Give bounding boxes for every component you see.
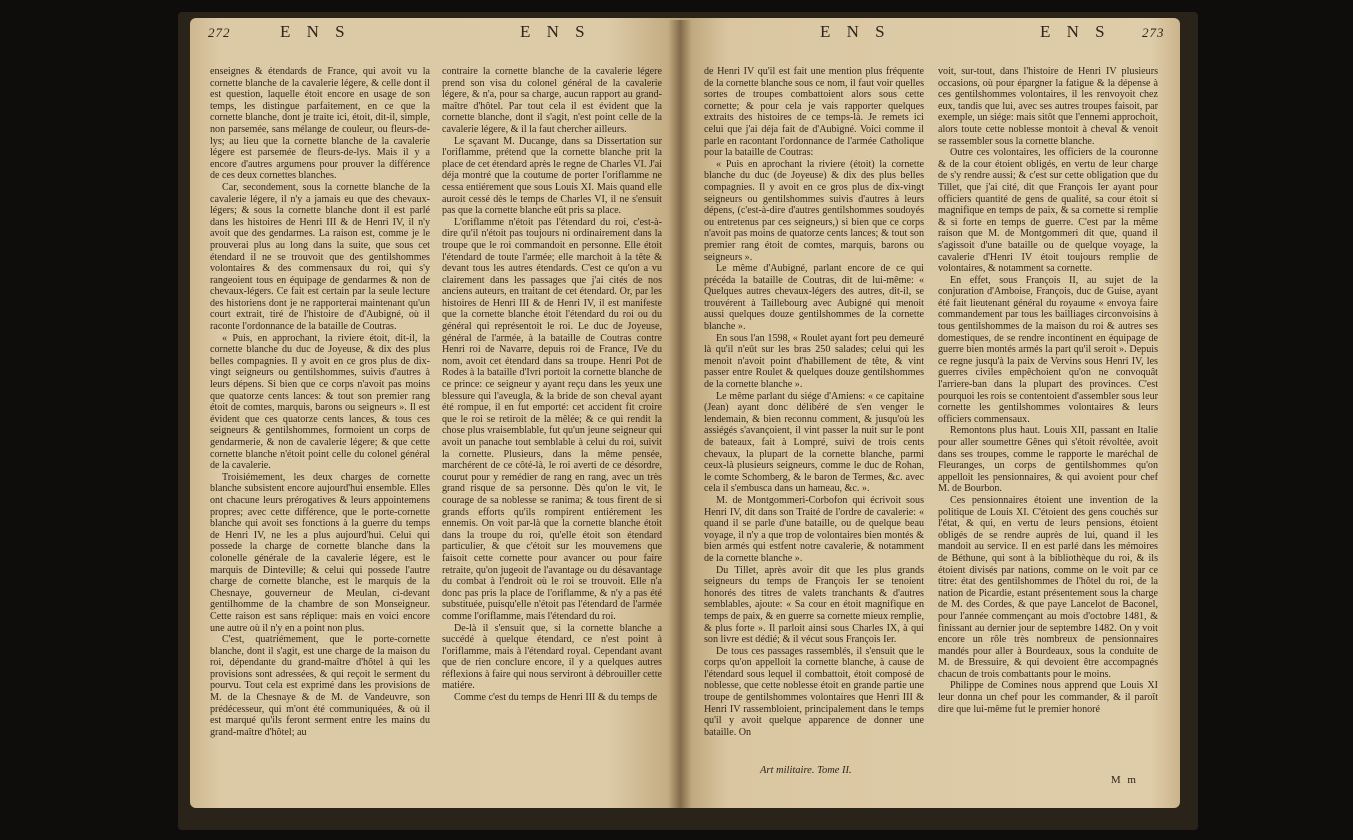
paragraph: Philippe de Comines nous apprend que Louis XI leur donna un chef pour les commander, & il paroît dire que lui-même fut le premier honoré <box>938 680 1158 715</box>
paragraph: En effet, sous François II, au sujet de la conjuration d'Amboise, François, duc de Guise, ayant été fait lieutenant général du royaume « envoya faire commandement par tous les bailliages circonvoisins à tous gentilshommes de la maison du roi & autres ses domestiques, de se rendre incontinent en équipage de guerre bien montés armés la part qu'il seroit ». Depuis ce regne jusqu'à la paix de Vervins sous Henri IV, les guerres civiles empêchoient qu'on ne convoquât l'arriere-ban dans la plupart des provinces. C'est pourquoi les rois se contentoient d'assembler sous leur cornette les gentilshommes volontaires & leurs officiers commensaux. <box>938 274 1158 425</box>
paragraph: De tous ces passages rassemblés, il s'ensuit que le corps qu'on appelloit la cornette blanche, à cause de l'étendard sous lequel il combattoit, étoit composé de noblesse, que cette noblesse étoit en grande partie une troupe de gentilshommes volontaires que Henri III & Henri IV rassembloient, principalement dans le temps qu'il y avoit quelque apparence de donner une bataille. On <box>704 645 924 738</box>
running-head: E N S <box>820 22 891 41</box>
running-head: E N S <box>1040 22 1111 41</box>
running-head: E N S <box>280 22 351 41</box>
left-page-header <box>190 18 680 44</box>
paragraph: contraire la cornette blanche de la cavalerie légere prend son visa du colonel général de la cavalerie légere, & n'a, pour sa charge, aucun rapport au grand-maître d'hôtel. Par tout cela il est évident que la cornette blanche, dont il s'agit, n'est point celle de la cavalerie légere, & il la faut chercher ailleurs. <box>442 66 662 135</box>
paragraph: voit, sur-tout, dans l'histoire de Henri IV plusieurs occasions, où pour épargner la fatigue & la dépense à ces gentilshommes volontaires, il les renvoyoit chez eux, tandis que lui, avec ses autres troupes faisoit, par exemple, un siége: mais sitôt que l'ennemi approchoit, alors toute cette noblesse montoit à cheval & venoit se rassembler sous la cornette blanche. <box>938 66 1158 147</box>
paragraph: Du Tillet, après avoir dit que les plus grands seigneurs du temps de François Ier se tenoient honorés des titres de valets tranchants & d'autres semblables, ajoute: « Sa cour en étoit magnifique en temps de paix, & en guerre sa cornette mieux remplie, & plus forte ». Il parloit ainsi sous Charles IX, à qui son livre est dédié; & il vécut sous François Ier. <box>704 564 924 646</box>
paragraph: Le sçavant M. Ducange, dans sa Dissertation sur l'oriflamme, prétend que la cornette blanche prit la place de cet étendard après le regne de Charles VI. J'ai déja montré que la coutume de porter l'oriflamme ne cessa entiérement que sous Louis XI. Mais quand elle auroit cessé dès le temps de Charles VI, il ne s'ensuit pas que la cornette blanche eût pris sa place. <box>442 135 662 217</box>
paragraph: En sous l'an 1598, « Roulet ayant fort peu demeuré là qu'il n'eût sur les bras 250 salades; celui qui les menoit n'avoit point d'habillement de tête, & vint passer entre Roulet & quelques douze gentilshommes de la cornette blanche ». <box>704 332 924 391</box>
paragraph: Ces pensionnaires étoient une invention de la politique de Louis XI. C'étoient des gens couchés sur l'état, & qui, en vertu de leurs pensions, étoient obligés de se rendre auprès de lui, quand il les mandoit au service. Il en est parlé dans les mémoires de Béthune, qui sont à la bibliothèque du roi, & ils étoient divisés par nations, comme on le voit par ce titre: état des gentilshommes de l'hôtel du roi, de la nation de Picardie, estant présentement sous la charge de M. des Cordes, & que paye Lancelot de Baconel, pour l'année commençant au mois d'octobre 1481, & finissant au dernier jour de septembre 1482. On y voit encore un rôle très nombreux de pensionnaires mandés pour aller à Bourdeaux, sous la conduite de M. de Bressuire, & qui devoient être accompagnés chacun de trois combattants pour le moins. <box>938 494 1158 680</box>
paragraph: enseignes & étendards de France, qui avoit vu la cornette blanche de la cavalerie légere, & celle dont il est question, laquelle étoit encore en usage de son temps, les distingue parfaitement, en ce que la cornette blanche, dont je traite ici, étoit, dit-il, simple, non parsemée, sans mélange de couleur, ou fleurs-de-lys; au lieu que la cornette blanche de la cavalerie légere est parsemée de fleurs-de-lys. Mais il y a encore d'autres argumens pour prouver la différence de ces deux cornettes blanches. <box>210 66 430 182</box>
paragraph: Car, secondement, sous la cornette blanche de la cavalerie légere, il n'y a jamais eu que des chevaux-légers; & sous la cornette blanche dont il est parlé dans les histoires de Henri III & de Henri IV, il n'y avoit que des gendarmes. La raison est, comme je le prouverai plus au long dans la suite, que sous cet étendard il ne se trouvoit que des gentilshommes volontaires & des commensaux du roi, qui s'y rangeoient tous en équipage de gendarmes & non de chevaux-légers. Ce fait est certain par la seule lecture des historiens dont je ne rapporterai maintenant qu'un court extrait, tiré de l'histoire de d'Aubigné, où il raconte l'ordonnance de la bataille de Coutras. <box>210 181 430 333</box>
paragraph: Troisiémement, les deux charges de cornette blanche subsistent encore aujourd'hui ensemble. Elles ont chacune leurs prérogatives & leurs appointemens propres; avec cette différence, que le porte-cornette blanche qui avoit ses fonctions à la guerre du temps de Henri IV, ne les a plus aujourd'hui. Celui qui possede la charge de cornette blanche dans la colonelle générale de la cavalerie légere, est le marquis de Dinteville; & celui qui possede l'autre charge de cornette blanche, est le marquis de la Chesnaye, gouverneur de Meulan, ci-devant gentilhomme de la chambre de son Monseigneur. Cette raison est sans réplique: mais en voici encore une autre où il n'y en a point non plus. <box>210 471 430 634</box>
paragraph: Comme c'est du temps de Henri III & du temps de <box>454 692 658 704</box>
paragraph: M. de Montgommeri-Corbofon qui écrivoit sous Henri IV, dit dans son Traité de l'ordre de cavalerie: « quand il se parle d'une bataille, ou de quelque beau voyage, il n'y a que trop de volontaires bien montés & bien armés qui estfent notre cavalerie, & notamment de la cornette blanche ». <box>704 494 924 564</box>
paragraph: Remontons plus haut. Louis XII, passant en Italie pour aller soumettre Gênes qui s'étoit révoltée, avoit dans ses troupes, comme le rapporte le maréchal de Fleuranges, un corps de gentilshommes qu'on appelloit les pensionnaires, & qui avoient pour chef M. de Bourbon. <box>938 425 1158 495</box>
paragraph: « Puis en aprochant la riviere (étoit) la cornette blanche du duc (de Joyeuse) & dix des plus belles compagnies. Il y avoit en ce gros plus de dix-vingt seigneurs ou gentilshommes suivis d'autres à leurs dépens, (c'est-à-dire d'autres gentilshommes soudoyés ou entretenus par ces seigneurs,) si bien que ce corps n'avoit pas moins de quatorze cents lances; & tout son premier rang étoit de comtes, marquis, barons ou seigneurs ». <box>704 158 924 263</box>
text-column-1 <box>704 66 924 738</box>
signature-mark: M m <box>1110 774 1138 786</box>
paragraph: Le même parlant du siége d'Amiens: « ce capitaine (Jean) ayant donc délibéré de s'en venger le lendemain, & bien reconnu comment, & jusqu'où les assiégés s'avançoient, il vint passer la nuit sur le pont de bateaux, fait à Lompré, suivi de trois cents chevaux, la plupart de la cornette blanche, parmi ceux-là plusieurs seigneurs, comme le duc de Rohan, le comte Schomberg, & le baron de Termes, &c. avec cela il s'embusca dans un hameau, &c. ». <box>704 390 924 495</box>
left-page <box>190 18 680 808</box>
paragraph: Le même d'Aubigné, parlant encore de ce qui précéda la bataille de Coutras, dit de lui-même: « Quelques autres chevaux-légers des autres, dit-il, se trouvérent à Taillebourg avec Aubigné qui menoit aussi quelques douze gentilshommes de la cornette blanche ». <box>704 263 924 333</box>
right-page <box>680 18 1180 808</box>
text-column-2 <box>938 66 1158 715</box>
paragraph: C'est, quatriémement, que le porte-cornette blanche, dont il s'agit, est une charge de la maison du roi, dépendante du grand-maître d'hôtel à qui les provisions sont adressées, & qui reçoit le serment du pourvu. Tout cela est exprimé dans les provisions de M. de la Chesnaye & de M. de Vandeuvre, son prédécesseur, qui m'ont été communiquées, & où il est marqué qu'ils feront serment entre les mains du grand-maître d'hôtel; au <box>210 634 430 738</box>
page-number: 272 <box>208 25 231 40</box>
paragraph: de Henri IV qu'il est fait une mention plus fréquente de la cornette blanche sous ce nom, il faut voir quelles sortes de troupes combattoient alors sous cette cornette; & pour cela je vais rapporter quelques extraits des histoires de ce temps-là. Je remets ici celui que j'ai déja fait de d'Aubigné. Voici comme il parle en racontant l'ordonnance de l'armée Catholique pour la bataille de Coutras: <box>704 66 924 159</box>
volume-footer: Art militaire. Tome II. <box>760 765 852 776</box>
right-page-header <box>680 18 1180 44</box>
text-column-1 <box>210 66 430 738</box>
paragraph: De-là il s'ensuit que, si la cornette blanche a succédé à quelque étendard, ce n'est point à l'oriflamme, mais à l'étendard royal. Cependant avant que de rien conclure encore, il y a quelques autres réflexions à faire qui nous serviront à débrouiller cette matiére. <box>442 622 662 692</box>
paragraph: « Puis, en approchant, la riviere étoit, dit-il, la cornette blanche du duc de Joyeuse, & dix des plus belles compagnies. Il y avoit en ce gros plus de dix-vingt seigneurs ou gentilshommes, suivis d'autres à leurs dépens. Si bien que ce corps n'avoit pas moins que quatorze cents lances: & tout son premier rang étoit de comtes, marquis, barons ou seigneurs ». Il est évident que ces quatorze cents lances, & tous ces seigneurs & gentilshommes, formoient un corps de gendarmerie, & non de cavalerie légere; & que cette cornette blanche n'étoit point celle du colonel général de la cavalerie. <box>210 332 430 472</box>
paragraph: L'oriflamme n'étoit pas l'étendard du roi, c'est-à-dire qu'il n'étoit pas toujours ni ordinairement dans la troupe que le roi commandoit en personne. Elle étoit l'étendard de toute l'armée; elle marchoit à la tête & devant tous les autres étendards. C'est ce qu'on a vu clairement dans les passages que j'ai cités de nos anciens auteurs, en traitant de cet étendard. Or, par les histoires de Henri III & de Henri IV, il est manifeste que la cornette blanche étoit l'étendard du roi ou du général qui représentoit le roi. Le duc de Joyeuse, général de l'armée, à la bataille de Coutras contre Henri roi de Navarre, depuis roi de France, IVe du nom, avoit cet étendard dans sa troupe. Henri Pot de Rodes à la bataille d'Ivri portoit la cornette blanche de ce prince: ce seigneur y ayant reçu dans les yeux une blessure qui l'aveugla, & la bride de son cheval ayant été rompue, il en fut emporté: cet accident fit croire que le roi se retiroit de la mêlée; & ce qui rendit la chose plus vraisemblable, fut qu'un jeune seigneur qui avoit un panache tout semblable à celui du roi, suivit la cornette. Plusieurs, dans la même pensée, marchérent de ce côté-là, le roi averti de ce désordre, courut pour y remédier de rang en rang, avec un très grand risque de sa personne. Dès qu'on le vit, le courage de sa noblesse se ranima; & tous firent de si grands efforts qu'ils rompirent entiérement les ennemis. On voit par-là que la cornette blanche étoit dans la troupe du roi, qu'elle étoit son étendard particulier, & que c'étoit sur les mouvemens que faisoit cette cornette pour avancer ou pour faire retraite, qu'on jugeoit de l'avantage ou du désavantage du combat à l'endroit où le roi se trouvoit. Elle n'a donc pas pris la place de l'oriflamme, & n'y a pas été substituée, puisqu'elle n'étoit pas l'étendard de l'armée comme l'oriflamme, mais l'étendard du roi. <box>442 216 662 622</box>
running-head: E N S <box>520 22 591 41</box>
paragraph: Outre ces volontaires, les officiers de la couronne & de la cour étoient obligés, en vertu de leur charge de s'y rendre aussi; & c'est sur cette obligation que du Tillet, que j'ai cité, dit que François Ier ayant pour officiers quantité de gens de qualité, sa cour étoit si magnifique en temps de paix, & sa cornette si remplie & si forte en temps de guerre. C'est par la même raison que M. de Montgommeri dit que, quand il s'agissoit d'une bataille ou de quelque voyage, la cavalerie d'Henri IV étoit toujours remplie de volontaires, & notamment sa cornette. <box>938 147 1158 275</box>
text-column-2 <box>442 66 662 704</box>
page-number: 273 <box>1142 25 1165 40</box>
